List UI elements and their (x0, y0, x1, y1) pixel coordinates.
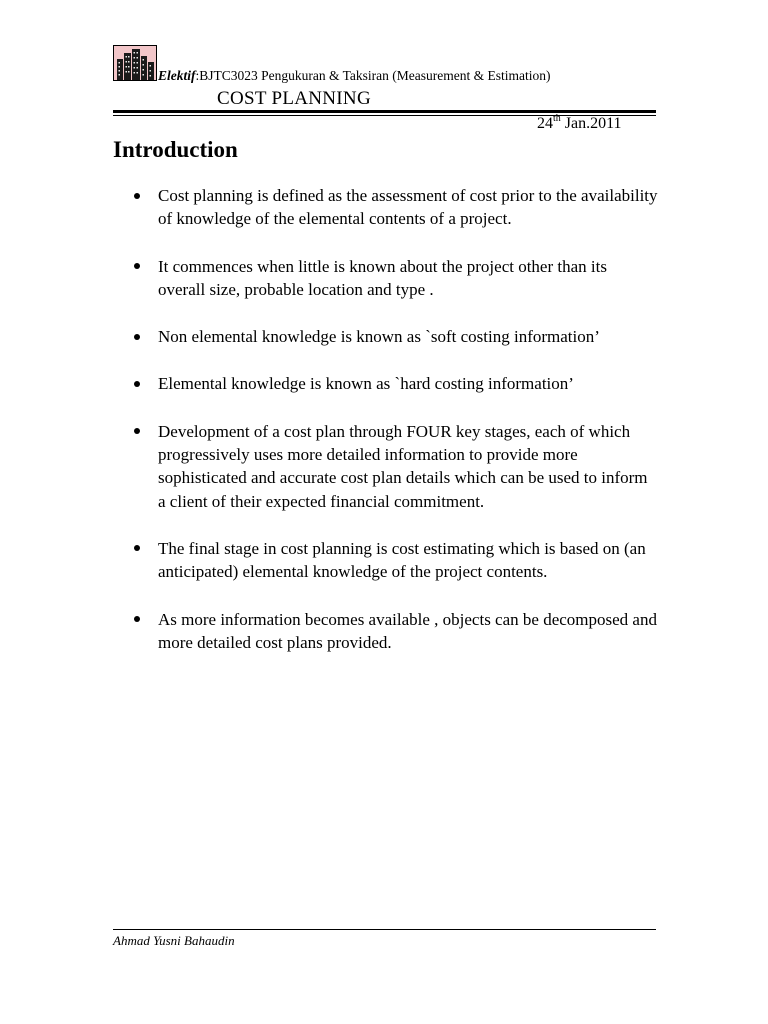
date-suffix: th (553, 113, 561, 124)
list-item (113, 420, 658, 513)
header-rule-thick (113, 110, 656, 113)
footer-rule (113, 929, 656, 930)
bullet-dot-icon (134, 428, 140, 434)
bullet-dot-icon (134, 616, 140, 622)
date-day: 24 (537, 115, 553, 132)
bullet-dot-icon (134, 263, 140, 269)
list-item (113, 537, 658, 584)
list-item-text: Cost planning is defined as the assessment of cost prior to the availability of knowledge of the elemental contents of a project. (158, 186, 658, 229)
bullet-list (113, 184, 658, 654)
city-buildings-logo (113, 45, 157, 81)
footer-author: Ahmad Yusni Bahaudin (113, 933, 235, 948)
list-item (113, 372, 658, 395)
bullet-dot-icon (134, 381, 140, 387)
section-heading: Introduction (113, 137, 238, 162)
list-item-text: Development of a cost plan through FOUR key stages, each of which progressively uses more detailed information to provide more sophisticated and accurate cost plan details which can be used to inform a client of their expected financial commitment. (158, 421, 648, 511)
bullet-dot-icon (134, 193, 140, 199)
list-item (113, 325, 658, 348)
list-item-text: The final stage in cost planning is cost estimating which is based on (an anticipated) elemental knowledge of the project contents. (158, 538, 646, 582)
list-item-text: As more information becomes available , objects can be decomposed and more detailed cost plans provided. (158, 609, 657, 652)
list-item (113, 255, 658, 302)
list-item (113, 184, 658, 231)
elektif-label: Elektif (158, 68, 196, 83)
bullet-dot-icon (134, 545, 140, 551)
list-item-text: Non elemental knowledge is known as `soft costing information’ (158, 327, 600, 347)
list-item-text: It commences when little is known about the project other than its overall size, probable location and type . (158, 256, 607, 299)
list-item-text: Elemental knowledge is known as `hard costing information’ (158, 374, 574, 394)
bullet-dot-icon (134, 334, 140, 340)
date-month-year: Jan.2011 (560, 115, 622, 132)
course-code-title: :BJTC3023 Pengukuran & Taksiran (Measurement & Estimation) (195, 68, 551, 83)
document-date (537, 115, 622, 133)
document-title: COST PLANNING (217, 88, 371, 109)
course-line (158, 68, 551, 84)
list-item (113, 608, 658, 655)
